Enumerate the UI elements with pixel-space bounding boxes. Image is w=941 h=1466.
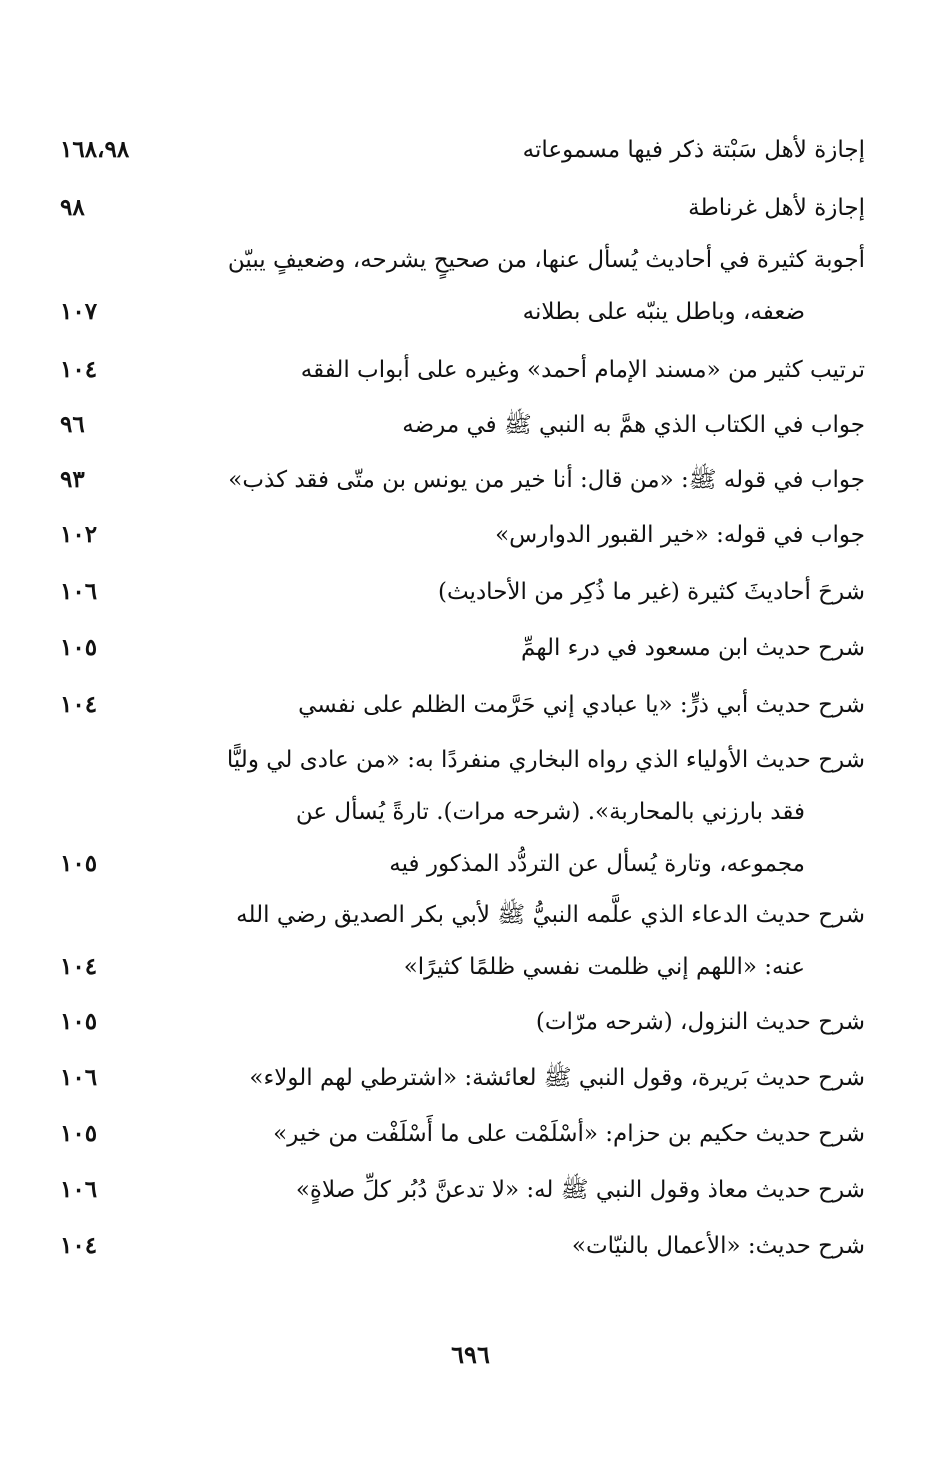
entry-title: جواب في قوله: «خير القبور الدوارس» (495, 522, 865, 548)
entry-title: شرح حديث أبي ذرٍّ: «يا عبادي إني حَرَّمت الظلم على نفسي (298, 692, 865, 718)
entry-page-number: ١٠٥ (60, 850, 98, 877)
index-entry (60, 410, 865, 466)
index-entry (60, 690, 865, 746)
entry-title: شرح حديث النزول، (شرحه مرّات) (535, 1009, 865, 1035)
entry-title: شرحَ أحاديثَ كثيرة (غير ما ذُكِر من الأحاديث) (437, 579, 865, 605)
entry-page-number: ١٠٦ (60, 1176, 98, 1203)
index-entry (60, 135, 865, 191)
entry-title: جواب في الكتاب الذي همَّ به النبي ﷺ في مرضه (402, 412, 865, 438)
entry-page-number: ١٠٤ (60, 953, 98, 980)
index-entry (60, 465, 865, 521)
index-entry (60, 745, 865, 895)
entry-page-number: ١٠٥ (60, 634, 98, 661)
entry-title: جواب في قوله ﷺ: «من قال: أنا خير من يونس بن متّى فقد كذب» (228, 467, 865, 493)
index-entry (60, 1231, 865, 1287)
entry-title: شرح حديث بَريرة، وقول النبي ﷺ لعائشة: «اشترطي لهم الولاء» (249, 1065, 865, 1091)
entry-page-number: ١٦٨،٩٨ (60, 136, 130, 163)
entry-title-continuation: فقد بارزني بالمحاربة». (شرحه مرات). تارةً يُسأل عن (295, 799, 805, 825)
index-entry (60, 900, 865, 990)
entry-title-continuation: عنه: «اللهم إني ظلمت نفسي ظلمًا كثيرًا» (403, 954, 805, 980)
entry-page-number: ١٠٢ (60, 521, 98, 548)
entry-title: شرح حديث الدعاء الذي علَّمه النبيُّ ﷺ لأبي بكر الصديق رضي الله (236, 902, 865, 928)
index-entry (60, 245, 865, 335)
entry-page-number: ١٠٦ (60, 1064, 98, 1091)
index-entry (60, 1175, 865, 1231)
entry-page-number: ١٠٧ (60, 298, 98, 325)
entry-title: شرح حديث الأولياء الذي رواه البخاري منفردًا به: «من عادى لي وليًّا (226, 747, 865, 773)
index-entry (60, 1007, 865, 1063)
index-entry (60, 193, 865, 249)
entry-page-number: ١٠٦ (60, 578, 98, 605)
entry-title: شرح حديث: «الأعمال بالنيّات» (571, 1233, 865, 1259)
entry-page-number: ١٠٤ (60, 691, 98, 718)
entry-title: شرح حديث حكيم بن حزام: «أسْلَمْت على ما أَسْلَفْت من خير» (273, 1121, 865, 1147)
entry-title: شرح حديث ابن مسعود في درء الهمِّ (521, 635, 865, 661)
entry-title: إجازة لأهل غرناطة (688, 195, 865, 221)
index-entry (60, 1119, 865, 1175)
entry-title: ترتيب كثير من «مسند الإمام أحمد» وغيره على أبواب الفقه (300, 357, 865, 383)
entry-page-number: ١٠٤ (60, 1232, 98, 1259)
entry-title: إجازة لأهل سَبْتة ذكر فيها مسموعاته (522, 137, 865, 163)
entry-page-number: ٩٣ (60, 466, 85, 493)
entry-page-number: ١٠٥ (60, 1008, 98, 1035)
entry-page-number: ٩٨ (60, 194, 85, 221)
entry-title-continuation: ضعفه، وباطل ينبّه على بطلانه (522, 299, 805, 325)
entry-page-number: ٩٦ (60, 411, 85, 438)
entry-title: شرح حديث معاذ وقول النبي ﷺ له: «لا تدعنَّ دُبُر كلِّ صلاةٍ» (295, 1177, 865, 1203)
entry-page-number: ١٠٥ (60, 1120, 98, 1147)
page-number: ٦٩٦ (451, 1340, 490, 1369)
entry-page-number: ١٠٤ (60, 356, 98, 383)
index-entry (60, 577, 865, 633)
index-entry (60, 355, 865, 411)
entry-title: أجوبة كثيرة في أحاديث يُسأل عنها، من صحيحٍ يشرحه، وضعيفٍ يبيّن (227, 247, 865, 273)
index-entry (60, 1063, 865, 1119)
index-entry (60, 633, 865, 689)
index-entry (60, 520, 865, 576)
entry-title-continuation: مجموعه، وتارة يُسأل عن التردُّد المذكور فيه (389, 851, 805, 877)
